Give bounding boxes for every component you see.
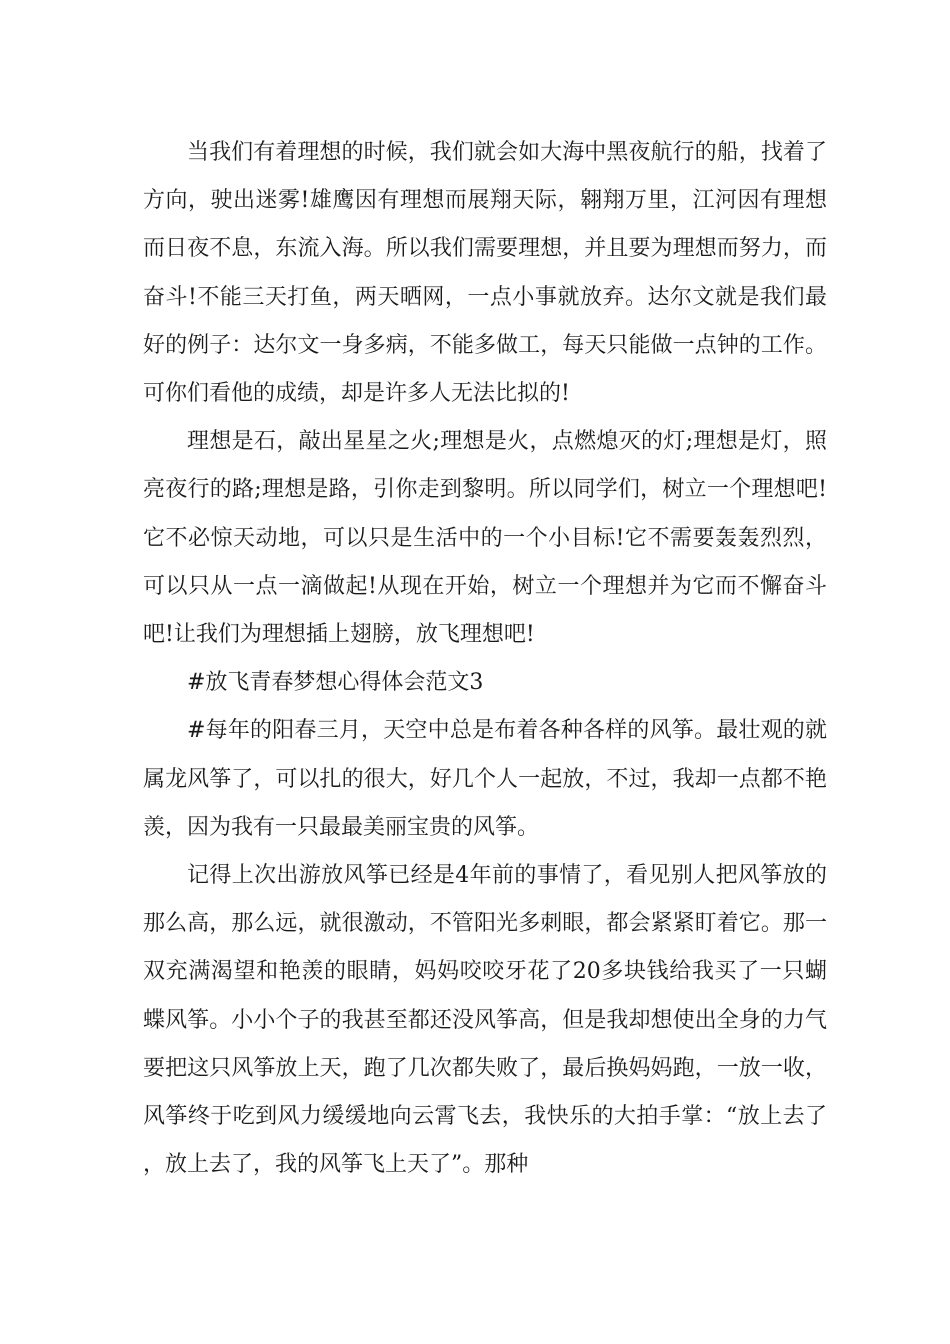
paragraph-ideal-stone: 理想是石，敲出星星之火;理想是火，点燃熄灭的灯;理想是灯，照亮夜行的路;理想是路，引你走到黎明。所以同学们，树立一个理想吧!它不必惊天动地，可以只是生活中的一个小目标!它不需要轰轰烈烈，可以只从一点一滴做起!从现在开始，树立一个理想并为它而不懈奋斗吧!让我们为理想插上翅膀，放飞理想吧! (143, 429, 827, 648)
section-heading: #放飞青春梦想心得体会范文3 (187, 670, 484, 696)
paragraph-spring-kites: #每年的阳春三月，天空中总是布着各种各样的风筝。最壮观的就属龙风筝了，可以扎的很大，好几个人一起放，不过，我却一点都不艳羡，因为我有一只最最美丽宝贵的风筝。 (143, 718, 827, 840)
document-body (143, 129, 827, 1189)
paragraph-kite-memory: 记得上次出游放风筝已经是4年前的事情了，看见别人把风筝放的那么高，那么远，就很激动，不管阳光多刺眼，都会紧紧盯着它。那一双充满渴望和艳羡的眼睛，妈妈咬咬牙花了20多块钱给我买了一只蝴蝶风筝。小小个子的我甚至都还没风筝高，但是我却想使出全身的力气要把这只风筝放上天，跑了几次都失败了，最后换妈妈跑，一放一收，风筝终于吃到风力缓缓地向云霄飞去，我快乐的大拍手掌：“放上去了，放上去了，我的风筝飞上天了”。那种 (143, 863, 827, 1178)
paragraph-ideal-ship: 当我们有着理想的时候，我们就会如大海中黑夜航行的船，找着了方向，驶出迷雾!雄鹰因有理想而展翔天际，翱翔万里，江河因有理想而日夜不息，东流入海。所以我们需要理想，并且要为理想而努力，而奋斗!不能三天打鱼，两天晒网，一点小事就放弃。达尔文就是我们最好的例子：达尔文一身多病，不能多做工，每天只能做一点钟的工作。可你们看他的成绩，却是许多人无法比拟的! (143, 140, 827, 407)
